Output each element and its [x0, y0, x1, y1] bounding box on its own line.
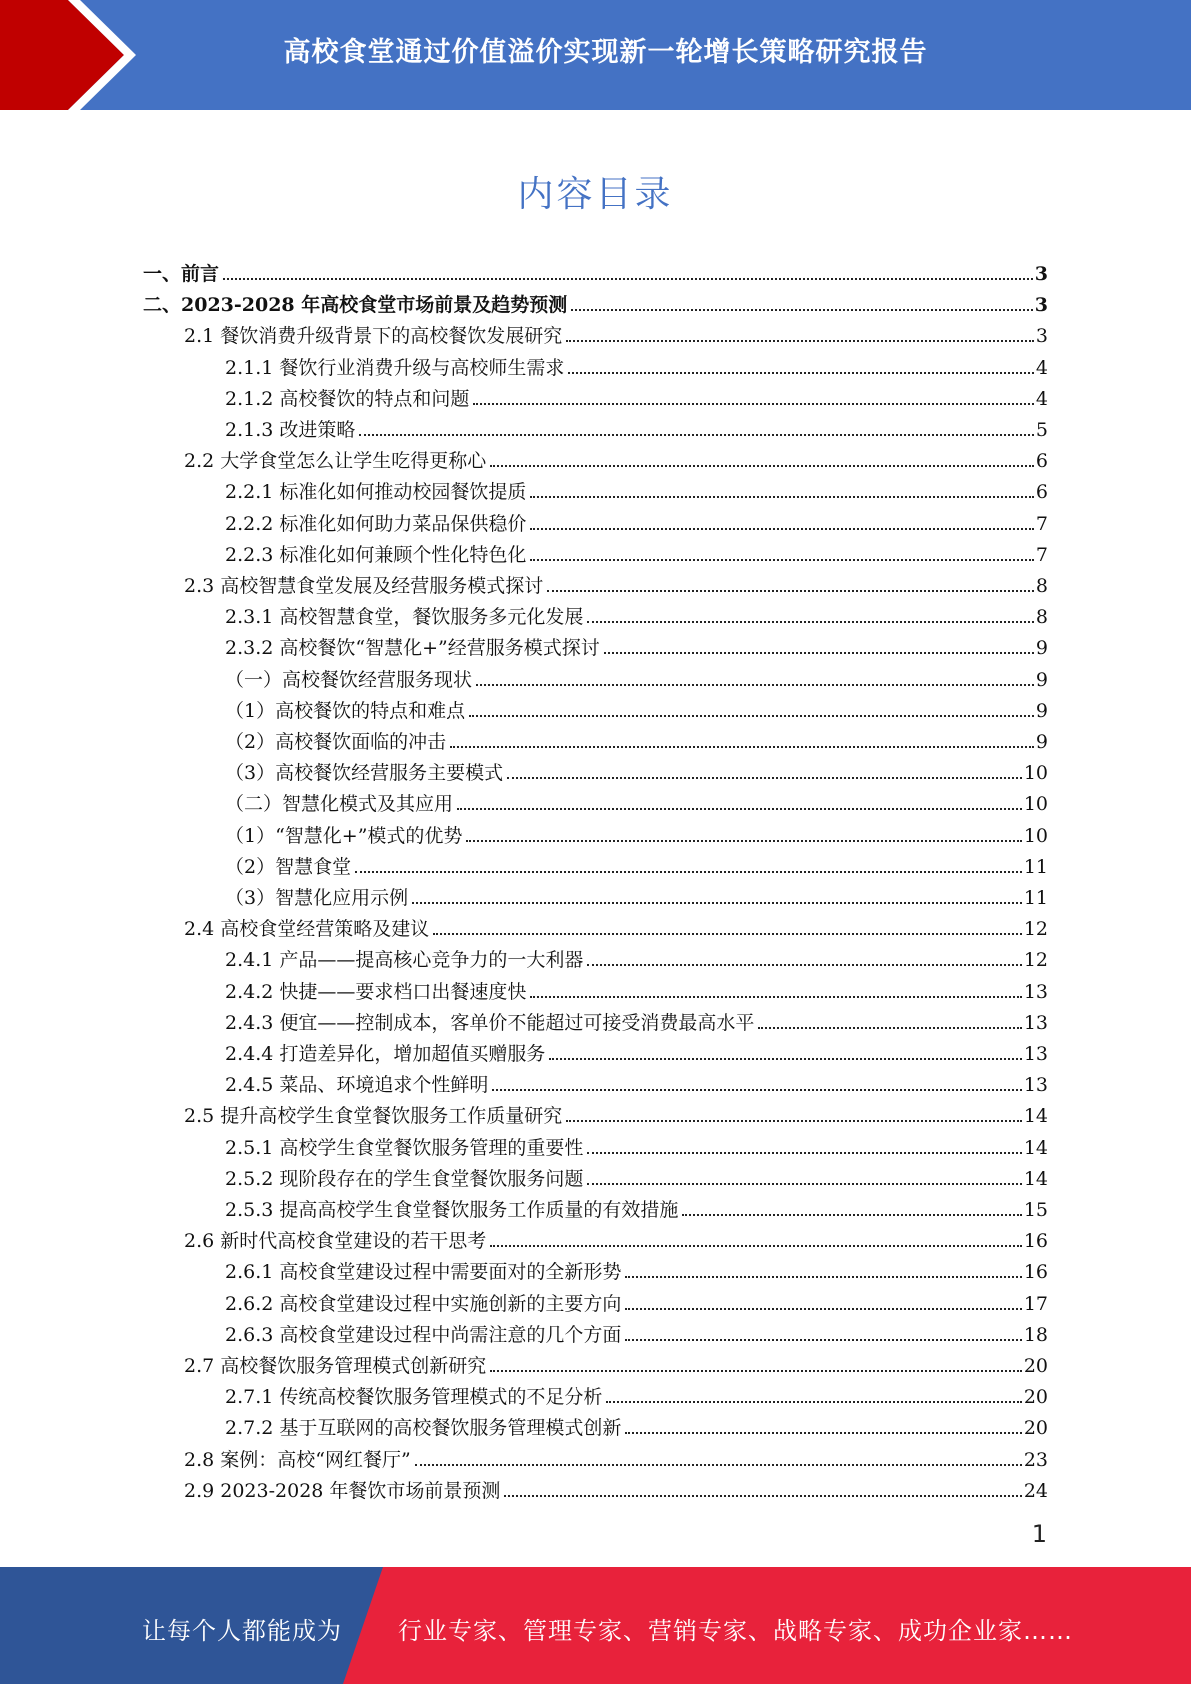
header-banner	[0, 0, 1191, 110]
toc-entry-page: 6	[1035, 481, 1048, 504]
toc-entry[interactable]	[225, 348, 1048, 379]
toc-entry-text: （3）智慧化应用示例	[225, 887, 409, 909]
toc-entry-page: 10	[1023, 793, 1048, 816]
toc-entry[interactable]	[184, 566, 1048, 597]
toc-entry-text: 2.4.2 快捷——要求档口出餐速度快	[225, 980, 527, 1003]
toc-entry-page: 20	[1023, 1386, 1048, 1409]
toc-entry-text: （3）高校餐饮经营服务主要模式	[225, 762, 504, 785]
toc-entry[interactable]	[225, 472, 1048, 503]
toc-entry-text: 2.1 餐饮消费升级背景下的高校餐饮发展研究	[184, 325, 563, 348]
toc-entry[interactable]	[225, 1190, 1048, 1221]
toc-entry-page: 13	[1023, 1074, 1048, 1097]
toc-dot-leader	[568, 372, 1034, 374]
toc-entry[interactable]	[225, 379, 1048, 410]
toc-entry-text: 2.7.1 传统高校餐饮服务管理模式的不足分析	[225, 1386, 603, 1409]
toc-entry-page: 8	[1035, 575, 1048, 597]
toc-entry[interactable]	[225, 1284, 1048, 1315]
toc-entry-page: 12	[1023, 918, 1048, 941]
toc-entry-text: 2.1.3 改进策略	[225, 419, 356, 441]
toc-entry-text: 2.6.2 高校食堂建设过程中实施创新的主要方向	[225, 1292, 622, 1315]
toc-dot-leader	[476, 684, 1034, 686]
toc-dot-leader	[223, 278, 1033, 280]
toc-entry-text: 2.6.1 高校食堂建设过程中需要面对的全新形势	[225, 1261, 622, 1284]
toc-dot-leader	[587, 621, 1034, 623]
toc-dot-leader	[625, 1276, 1021, 1278]
toc-dot-leader	[682, 1214, 1021, 1216]
toc-entry-text: 2.4.1 产品——提高核心竞争力的一大利器	[225, 949, 584, 972]
toc-entry-page: 10	[1023, 824, 1048, 847]
toc-entry[interactable]	[184, 1221, 1048, 1252]
toc-entry-page: 3	[1034, 294, 1048, 317]
toc-entry-page: 18	[1023, 1323, 1048, 1346]
toc-entry-page: 11	[1023, 887, 1048, 909]
toc-dot-leader	[625, 1432, 1021, 1434]
toc-entry-text: 2.2.2 标准化如何助力菜品保供稳价	[225, 512, 527, 535]
toc-entry-text: 2.3 高校智慧食堂发展及经营服务模式探讨	[184, 575, 544, 597]
toc-entry[interactable]	[184, 1346, 1048, 1377]
toc-dot-leader	[473, 403, 1034, 405]
footer-slogan-right: 行业专家、管理专家、营销专家、战略专家、成功企业家……	[398, 1617, 1073, 1645]
toc-entry[interactable]	[225, 816, 1048, 847]
toc-dot-leader	[469, 715, 1034, 717]
toc-entry[interactable]	[225, 535, 1048, 566]
toc-entry-page: 14	[1023, 1105, 1048, 1128]
toc-entry-page: 15	[1023, 1199, 1048, 1221]
toc-entry-page: 7	[1035, 512, 1048, 535]
toc-entry-page: 10	[1023, 762, 1048, 785]
toc-entry[interactable]	[225, 1408, 1048, 1439]
toc-entry-page: 11	[1023, 855, 1048, 878]
toc-dot-leader	[359, 434, 1034, 436]
toc-dot-leader	[566, 340, 1034, 342]
toc-entry[interactable]	[225, 691, 1048, 722]
toc-entry[interactable]	[184, 1471, 1048, 1502]
toc-dot-leader	[412, 902, 1022, 904]
toc-entry-text: 2.4.3 便宜——控制成本，客单价不能超过可接受消费最高水平	[225, 1011, 755, 1034]
toc-entry[interactable]	[225, 1034, 1048, 1065]
toc-entry-text: 2.6 新时代高校食堂建设的若干思考	[184, 1230, 487, 1253]
toc-entry[interactable]	[143, 285, 1048, 316]
toc-dot-leader	[625, 1339, 1021, 1341]
toc-entry-page: 6	[1035, 450, 1048, 473]
toc-entry[interactable]	[225, 1252, 1048, 1283]
toc-entry[interactable]	[225, 784, 1048, 815]
toc-entry-page: 9	[1035, 699, 1048, 722]
toc-entry-text: 2.2.1 标准化如何推动校园餐饮提质	[225, 481, 527, 504]
toc-entry[interactable]	[184, 909, 1048, 940]
toc-dot-leader	[415, 1464, 1022, 1466]
toc-entry-text: 2.5 提升高校学生食堂餐饮服务工作质量研究	[184, 1105, 563, 1128]
toc-entry-page: 9	[1035, 637, 1048, 660]
toc-dot-leader	[547, 590, 1034, 592]
toc-dot-leader	[530, 496, 1034, 498]
toc-dot-leader	[587, 1152, 1021, 1154]
toc-entry[interactable]	[225, 972, 1048, 1003]
page-number: 1	[1031, 1520, 1047, 1548]
toc-dot-leader	[604, 652, 1034, 654]
toc-entry-text: （1）高校餐饮的特点和难点	[225, 699, 466, 722]
toc-entry[interactable]	[225, 1159, 1048, 1190]
toc-entry-page: 4	[1035, 387, 1048, 410]
toc-dot-leader	[504, 1495, 1021, 1497]
toc-entry-page: 4	[1035, 356, 1048, 379]
toc-dot-leader	[625, 1308, 1021, 1310]
toc-entry-text: （一）高校餐饮经营服务现状	[225, 668, 473, 691]
toc-entry-text: 2.3.2 高校餐饮“智慧化+”经营服务模式探讨	[225, 637, 600, 660]
toc-entry-text: 2.6.3 高校食堂建设过程中尚需注意的几个方面	[225, 1323, 622, 1346]
toc-entry-text: （2）智慧食堂	[225, 855, 352, 878]
toc-entry-page: 3	[1035, 325, 1048, 348]
toc-entry[interactable]	[225, 722, 1048, 753]
toc-entry-text: （2）高校餐饮面临的冲击	[225, 731, 447, 753]
toc-entry-page: 3	[1034, 263, 1048, 285]
toc-dot-leader	[587, 1183, 1021, 1185]
toc-dot-leader	[606, 1401, 1021, 1403]
toc-entry-page: 12	[1023, 949, 1048, 972]
toc-entry-page: 13	[1023, 1011, 1048, 1034]
toc-entry-page: 7	[1035, 543, 1048, 566]
toc-entry-page: 14	[1023, 1136, 1048, 1159]
toc-entry[interactable]	[225, 1003, 1048, 1034]
toc-entry-page: 16	[1023, 1261, 1048, 1284]
toc-entry-text: 2.4.5 菜品、环境追求个性鲜明	[225, 1074, 489, 1097]
toc-entry[interactable]	[225, 628, 1048, 659]
toc-entry[interactable]	[225, 597, 1048, 628]
toc-entry-text: 2.5.1 高校学生食堂餐饮服务管理的重要性	[225, 1136, 584, 1159]
toc-dot-leader	[450, 746, 1034, 748]
toc-entry-text: 2.4.4 打造差异化，增加超值买赠服务	[225, 1043, 546, 1065]
toc-dot-leader	[758, 1027, 1021, 1029]
toc-entry-text: 2.9 2023-2028 年餐饮市场前景预测	[184, 1479, 501, 1502]
toc-entry[interactable]	[225, 940, 1048, 971]
toc-entry-page: 9	[1035, 668, 1048, 691]
toc-dot-leader	[457, 808, 1022, 810]
report-title: 高校食堂通过价值溢价实现新一轮增长策略研究报告	[283, 37, 928, 68]
toc-entry-page: 13	[1023, 1043, 1048, 1065]
toc-entry-text: 2.3.1 高校智慧食堂，餐饮服务多元化发展	[225, 606, 584, 629]
header-arrow-icon	[0, 0, 160, 110]
toc-entry-text: 二、2023-2028 年高校食堂市场前景及趋势预测	[143, 294, 568, 317]
toc-entry[interactable]	[225, 1315, 1048, 1346]
toc-entry-text: 2.5.2 现阶段存在的学生食堂餐饮服务问题	[225, 1167, 584, 1190]
toc-entry-page: 20	[1023, 1417, 1048, 1440]
toc-entry[interactable]	[225, 878, 1048, 909]
toc-dot-leader	[566, 1120, 1022, 1122]
toc-entry-text: （二）智慧化模式及其应用	[225, 793, 454, 816]
toc-title: 内容目录	[517, 174, 674, 215]
toc-dot-leader	[571, 309, 1033, 311]
toc-entry-text: 2.7.2 基于互联网的高校餐饮服务管理模式创新	[225, 1417, 622, 1440]
toc-entry-page: 9	[1035, 731, 1048, 753]
toc-entry[interactable]	[225, 504, 1048, 535]
toc-entry-page: 16	[1023, 1230, 1048, 1253]
toc-dot-leader	[490, 1370, 1022, 1372]
toc-dot-leader	[433, 933, 1022, 935]
toc-dot-leader	[490, 1245, 1022, 1247]
footer-banner	[0, 1567, 1191, 1684]
toc-dot-leader	[507, 777, 1022, 779]
toc-entry-page: 8	[1035, 606, 1048, 629]
toc-entry-text: 2.2 大学食堂怎么让学生吃得更称心	[184, 450, 487, 473]
toc-entry-page: 23	[1023, 1448, 1048, 1471]
toc-entry-text: 2.1.2 高校餐饮的特点和问题	[225, 387, 470, 410]
toc-entry-text: 2.2.3 标准化如何兼顾个性化特色化	[225, 543, 527, 566]
toc-dot-leader	[530, 559, 1034, 561]
toc-entry[interactable]	[184, 441, 1048, 472]
toc-dot-leader	[549, 1058, 1021, 1060]
toc-entry-text: 一、前言	[143, 263, 220, 285]
toc-entry[interactable]	[225, 1128, 1048, 1159]
toc-dot-leader	[466, 840, 1021, 842]
toc-dot-leader	[492, 1089, 1021, 1091]
toc-entry-text: （1）“智慧化+”模式的优势	[225, 824, 463, 847]
toc-entry[interactable]	[184, 1440, 1048, 1471]
toc-entry[interactable]	[225, 847, 1048, 878]
toc-entry-text: 2.5.3 提高高校学生食堂餐饮服务工作质量的有效措施	[225, 1199, 679, 1221]
toc-dot-leader	[490, 465, 1034, 467]
toc-entry-text: 2.4 高校食堂经营策略及建议	[184, 918, 430, 941]
toc-entry-page: 5	[1035, 419, 1048, 441]
toc-entry-page: 24	[1023, 1479, 1048, 1502]
toc-dot-leader	[530, 528, 1034, 530]
toc-entry-page: 14	[1023, 1167, 1048, 1190]
toc-entry-text: 2.1.1 餐饮行业消费升级与高校师生需求	[225, 356, 565, 379]
toc-entry[interactable]	[225, 1377, 1048, 1408]
toc-entry-text: 2.8 案例：高校“网红餐厅”	[184, 1448, 411, 1471]
toc-entry[interactable]	[225, 1065, 1048, 1096]
toc-entry-text: 2.7 高校餐饮服务管理模式创新研究	[184, 1355, 487, 1377]
toc-entry-page: 20	[1023, 1355, 1048, 1377]
toc-dot-leader	[530, 996, 1021, 998]
toc-entry[interactable]	[225, 753, 1048, 784]
toc-entry[interactable]	[184, 1096, 1048, 1127]
toc-entry-page: 13	[1023, 980, 1048, 1003]
toc-entry[interactable]	[225, 660, 1048, 691]
footer-slogan-left: 让每个人都能成为	[142, 1617, 342, 1645]
toc-dot-leader	[355, 871, 1022, 873]
toc-entry[interactable]	[225, 410, 1048, 441]
toc-entry[interactable]	[143, 254, 1048, 285]
toc-dot-leader	[587, 964, 1021, 966]
toc-entry[interactable]	[184, 316, 1048, 347]
toc-entry-page: 17	[1023, 1292, 1048, 1315]
